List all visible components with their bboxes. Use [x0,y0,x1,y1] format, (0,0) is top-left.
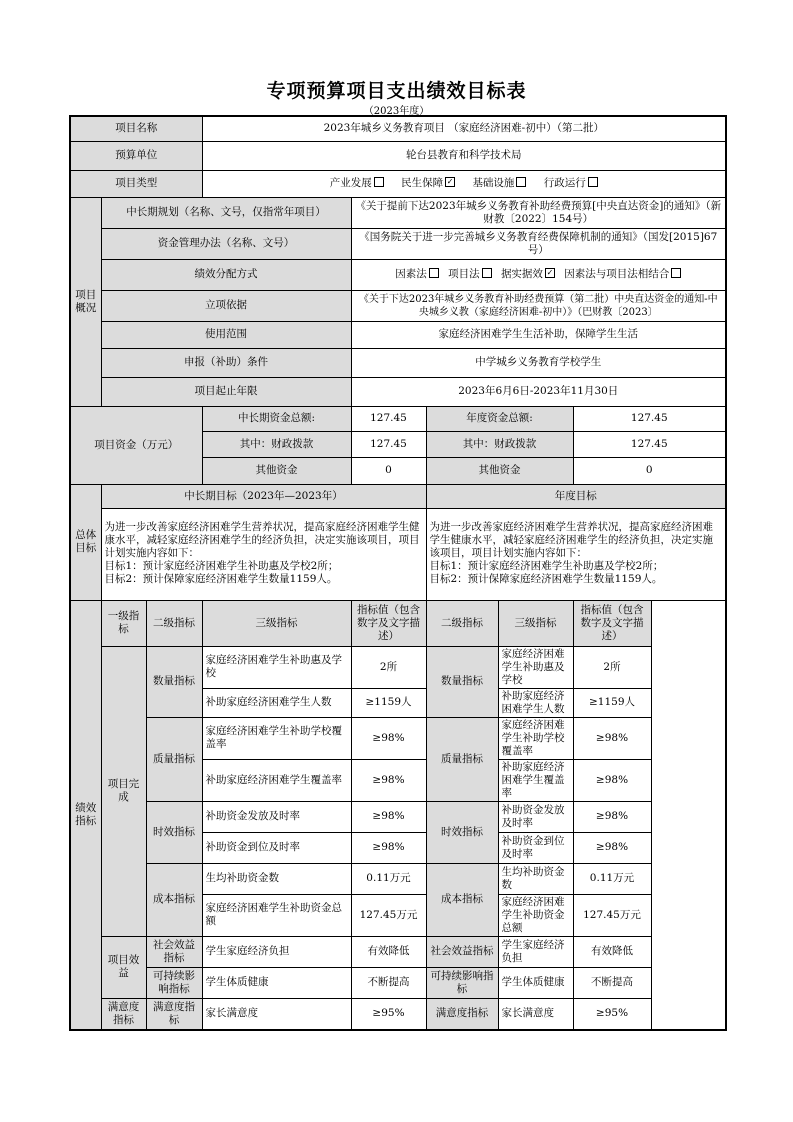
timeliness-label-right: 时效指标 [426,801,498,863]
checkbox-icon [482,268,492,278]
indicator-name-right: 学生家庭经济负担 [498,936,573,967]
scope-label: 使用范围 [101,321,351,348]
annual-total-label: 年度资金总额: [426,406,573,431]
cost-label: 成本指标 [146,863,202,936]
alloc-option: 据实据效 ✓ [500,268,554,280]
level2-header: 二级指标 [146,600,202,646]
annual-other-value: 0 [573,457,726,484]
level1-header: 一级指标 [101,600,146,646]
annual-total-value: 127.45 [573,406,726,431]
indicator-name: 家庭经济困难学生补助学校覆盖率 [202,717,351,759]
overall-goal-label: 总体目标 [70,484,101,600]
annual-other-label: 其他资金 [426,457,573,484]
perf-label: 绩效指标 [70,600,101,1030]
indicator-value: ≥98% [351,759,426,801]
indicator-name-right: 家庭经济困难学生补助资金总额 [498,894,573,936]
fund-mgmt-label: 资金管理办法（名称、文号） [101,228,351,259]
social-label-right: 社会效益指标 [426,936,498,967]
plan-label: 中长期规划（名称、文号，仅指常年项目） [101,197,351,228]
quality-label: 质量指标 [146,717,202,801]
quality-label-right: 质量指标 [426,717,498,801]
indicator-value: 2所 [351,646,426,688]
mid-fiscal-label: 其中：财政拨款 [202,431,351,457]
page-title: 专项预算项目支出绩效目标表 [266,80,527,102]
indicator-name: 家庭经济困难学生补助惠及学校 [202,646,351,688]
checkbox-icon [588,177,598,187]
year-label: （2023年度） [363,106,430,117]
mid-total-label: 中长期资金总额: [202,406,351,431]
completion-label: 项目完成 [101,646,146,936]
value-header-right: 指标值（包含数字及文字描述） [573,600,651,646]
checkbox-icon [429,268,439,278]
type-option: 基础设施 [472,177,526,189]
project-type-options [202,170,726,197]
indicator-name-right: 补助家庭经济困难学生人数 [498,688,573,717]
indicator-value-right: 127.45万元 [573,894,651,936]
mid-fiscal-value: 127.45 [351,431,426,457]
indicator-name: 补助家庭经济困难学生人数 [202,688,351,717]
type-option: 民生保障 ✓ [401,177,454,189]
indicator-name: 补助资金到位及时率 [202,832,351,863]
indicator-value-right: ≥98% [573,832,651,863]
indicator-value: ≥98% [351,801,426,832]
project-name-label: 项目名称 [70,116,202,141]
satisfaction-l2-label: 满意度指标 [146,998,202,1030]
checked-checkbox-icon: ✓ [446,177,454,186]
checked-checkbox-icon: ✓ [546,268,554,277]
funds-label: 项目资金（万元） [70,406,202,484]
level3-header-right: 三级指标 [498,600,573,646]
indicator-value: 127.45万元 [351,894,426,936]
indicator-name-right: 补助资金发放及时率 [498,801,573,832]
indicator-name: 家庭经济困难学生补助资金总额 [202,894,351,936]
alloc-option: 因素法 [395,268,439,280]
checkbox-icon [374,177,384,187]
indicator-name-right: 家庭经济困难学生补助学校覆盖率 [498,717,573,759]
mid-other-value: 0 [351,457,426,484]
indicator-value-right: ≥95% [573,998,651,1030]
alloc-option: 项目法 [448,268,492,280]
annual-goal-text: 为进一步改善家庭经济困难学生营养状况，提高家庭经济困难学生健康水平，减轻家庭经济困难学生的经济负担，决定实施该项目，项目计划实施内容如下： 目标1：预计家庭经济困难学生补助惠及学校2所； 目标2：预计保障家庭经济困难学生数量1159人。 [426,508,726,600]
scope-value: 家庭经济困难学生生活补助，保障学生生活 [351,321,726,348]
indicator-name: 家长满意度 [202,998,351,1030]
indicator-value: 有效降低 [351,936,426,967]
annual-goal-header: 年度目标 [426,484,726,508]
basis-value: 《关于下达2023年城乡义务教育补助经费预算（第二批）中央直达资金的通知-中央城乡义教（家庭经济困难-初中）》（巴财教〔2023〕 [351,290,726,321]
mid-goal-text: 为进一步改善家庭经济困难学生营养状况，提高家庭经济困难学生健康水平，减轻家庭经济困难学生的经济负担，决定实施该项目，项目计划实施内容如下： 目标1：预计家庭经济困难学生补助惠及学校2所； 目标2：预计保障家庭经济困难学生数量1159人。 [101,508,426,600]
indicator-value-right: 2所 [573,646,651,688]
effect-label: 项目效益 [101,936,146,998]
indicator-value-right: ≥98% [573,801,651,832]
indicator-value-right: 有效降低 [573,936,651,967]
value-header: 指标值（包含数字及文字描述） [351,600,426,646]
indicator-value-right: 不断提高 [573,967,651,998]
indicator-name: 补助家庭经济困难学生覆盖率 [202,759,351,801]
indicator-value: ≥95% [351,998,426,1030]
quantity-label: 数量指标 [146,646,202,717]
alloc-option: 因素法与项目法相结合 [564,268,681,280]
mid-total-value: 127.45 [351,406,426,431]
indicator-name-right: 补助资金到位及时率 [498,832,573,863]
indicator-name-right: 补助家庭经济困难学生覆盖率 [498,759,573,801]
social-label: 社会效益指标 [146,936,202,967]
level3-header: 三级指标 [202,600,351,646]
indicator-name-right: 家庭经济困难学生补助惠及学校 [498,646,573,688]
alloc-label: 绩效分配方式 [101,259,351,290]
type-option: 行政运行 [544,177,598,189]
budget-unit-value: 轮台县教育和科学技术局 [202,141,726,170]
performance-target-table [69,115,727,1031]
indicator-value-right: ≥98% [573,717,651,759]
type-option: 产业发展 [330,177,384,189]
indicator-value-right: 0.11万元 [573,863,651,894]
indicator-name: 生均补助资金数 [202,863,351,894]
sustain-label: 可持续影响指标 [146,967,202,998]
period-value: 2023年6月6日-2023年11月30日 [351,377,726,406]
satisfaction-l1-label: 满意度指标 [101,998,146,1030]
indicator-value: 不断提高 [351,967,426,998]
project-type-label: 项目类型 [70,170,202,197]
indicator-value-right: ≥98% [573,759,651,801]
cost-label-right: 成本指标 [426,863,498,936]
fund-mgmt-value: 《国务院关于进一步完善城乡义务教育经费保障机制的通知》（国发[2015]67号） [351,228,726,259]
basis-label: 立项依据 [101,290,351,321]
annual-fiscal-value: 127.45 [573,431,726,457]
satisfaction-label-right: 满意度指标 [426,998,498,1030]
budget-unit-label: 预算单位 [70,141,202,170]
indicator-name: 学生体质健康 [202,967,351,998]
mid-other-label: 其他资金 [202,457,351,484]
indicator-value: ≥1159人 [351,688,426,717]
condition-value: 中学城乡义务教育学校学生 [351,348,726,377]
period-label: 项目起止年限 [101,377,351,406]
overview-label: 项目概况 [70,197,101,406]
checkbox-icon [516,177,526,187]
quantity-label-right: 数量指标 [426,646,498,717]
indicator-name-right: 学生体质健康 [498,967,573,998]
indicator-name: 学生家庭经济负担 [202,936,351,967]
project-name-value: 2023年城乡义务教育项目 （家庭经济困难-初中）（第二批） [202,116,726,141]
condition-label: 申报（补助）条件 [101,348,351,377]
indicator-name: 补助资金发放及时率 [202,801,351,832]
indicator-value: ≥98% [351,832,426,863]
timeliness-label: 时效指标 [146,801,202,863]
indicator-value: 0.11万元 [351,863,426,894]
plan-value: 《关于提前下达2023年城乡义务教育补助经费预算[中央直达资金]的通知》（新财教〔2022〕154号） [351,197,726,228]
indicator-name-right: 家长满意度 [498,998,573,1030]
indicator-value-right: ≥1159人 [573,688,651,717]
indicator-name-right: 生均补助资金数 [498,863,573,894]
level2-header-right: 二级指标 [426,600,498,646]
annual-fiscal-label: 其中：财政拨款 [426,431,573,457]
sustain-label-right: 可持续影响指标 [426,967,498,998]
alloc-options [351,259,726,290]
indicator-value: ≥98% [351,717,426,759]
mid-goal-header: 中长期目标（2023年—2023年） [101,484,426,508]
checkbox-icon [671,268,681,278]
